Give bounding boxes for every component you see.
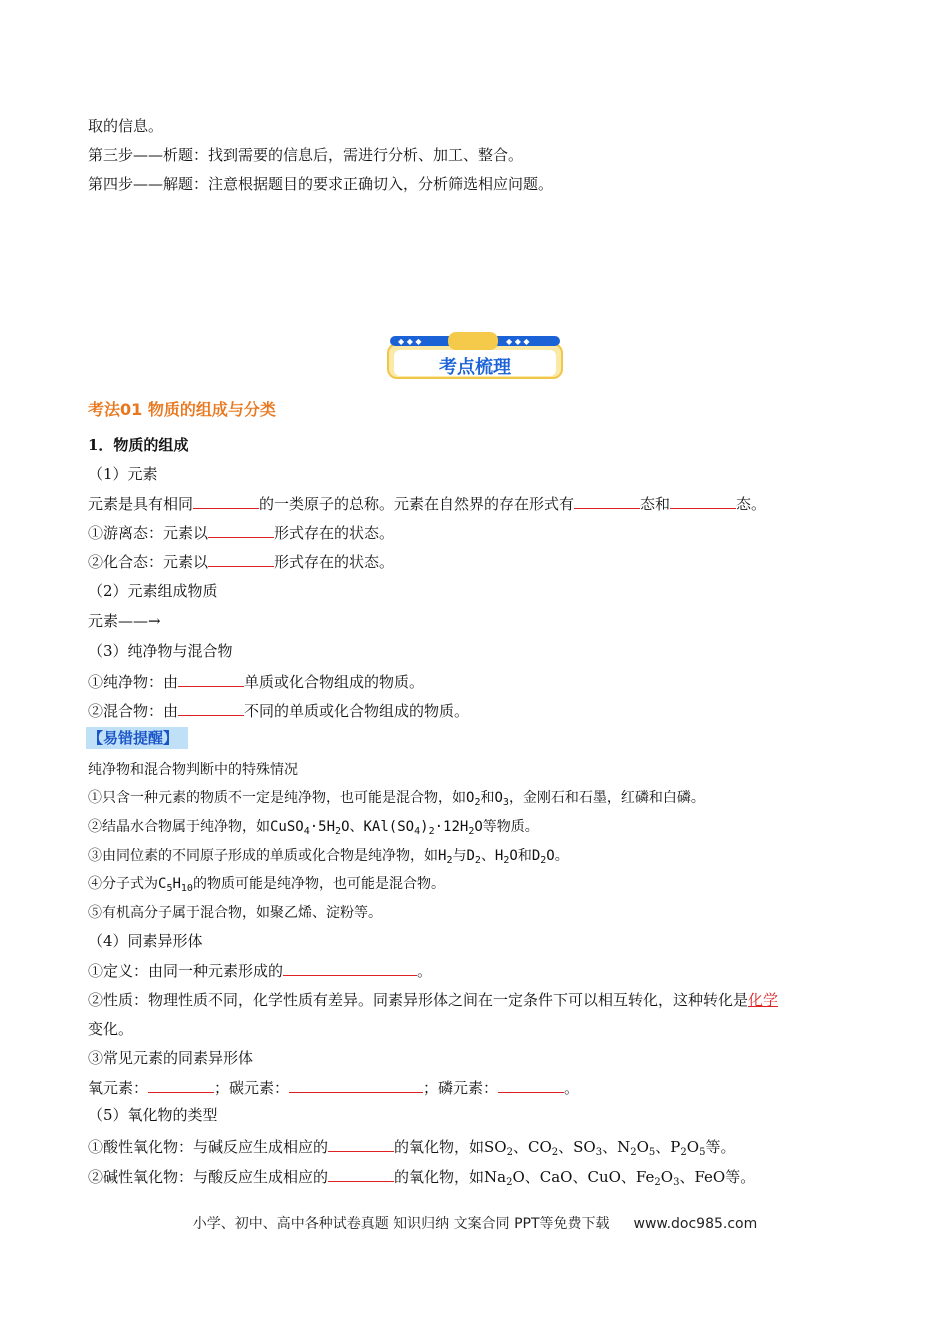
element-definition: 元素是具有相同 的一类原子的总称。元素在自然界的存在形式有 态和 态。 [88, 495, 767, 513]
svg-text:◆ ◆ ◆: ◆ ◆ ◆ [506, 337, 530, 346]
allotrope-property: ②性质：物理性质不同，化学性质有差异。同素异形体之间在一定条件下可以相互转化，这种转化是化学 [88, 991, 779, 1009]
page-footer [0, 1213, 950, 1233]
tip-item-3: ③由同位素的不同原子形成的单质或化合物是纯净物，如$H_2$与$D_2$、$H_2O$和$D_2O$。 [88, 848, 569, 866]
combined-state-line: ②化合态：元素以 形式存在的状态。 [88, 553, 395, 571]
blank[interactable] [328, 1138, 394, 1152]
heading-composition: 1．物质的组成 [88, 436, 189, 454]
free-state-line: ①游离态：元素以 形式存在的状态。 [88, 524, 395, 542]
tip-item-5: ⑤有机高分子属于混合物，如聚乙烯、淀粉等。 [88, 905, 382, 921]
section-title: 考法01 物质的组成与分类 [88, 400, 276, 419]
sub-element: （1）元素 [88, 465, 158, 483]
footer-url[interactable]: www.doc985.com [633, 1216, 758, 1232]
blank[interactable] [178, 673, 244, 687]
intro-line-2: 第三步——析题：找到需要的信息后，需进行分析、加工、整合。 [88, 146, 524, 164]
blank[interactable] [193, 495, 259, 509]
intro-line-1: 取的信息。 [88, 117, 164, 135]
acidic-oxide-line: ①酸性氧化物：与碱反应生成相应的 的氧化物，如$SO_2$、$CO_2$、$SO_3$、$N_2O_5$、$P_2O_5$等。 [88, 1138, 736, 1158]
blank[interactable] [574, 495, 640, 509]
blank[interactable] [328, 1168, 394, 1182]
blank[interactable] [148, 1079, 214, 1093]
allotrope-property-cont: 变化。 [88, 1020, 134, 1038]
intro-line-3: 第四步——解题：注意根据题目的要求正确切入，分析筛选相应问题。 [88, 175, 554, 193]
basic-oxide-line: ②碱性氧化物：与酸反应生成相应的 的氧化物，如$Na_2O$、CaO、CuO、$Fe_2O_3$、FeO等。 [88, 1168, 756, 1188]
allotrope-examples: 氧元素： ；碳元素： ；磷元素： 。 [88, 1079, 580, 1097]
tip-item-2: ②结晶水合物属于纯净物，如$CuSO_4\cdot 5H_2O$、$KAl(SO_4)_2\cdot 12H_2O$等物质。 [88, 819, 539, 837]
sub-allotropes: （4）同素异形体 [88, 932, 203, 950]
blank[interactable] [498, 1079, 564, 1093]
banner-label: 考点梳理 [439, 357, 511, 378]
mixture-line: ②混合物：由 不同的单质或化合物组成的物质。 [88, 702, 470, 720]
blank[interactable] [283, 962, 417, 976]
tip-item-1: ①只含一种元素的物质不一定是纯净物，也可能是混合物，如$O_2$和$O_3$，金刚石和石墨，红磷和白磷。 [88, 790, 705, 808]
blank[interactable] [208, 553, 274, 567]
element-arrow-line: 元素——→ [88, 612, 161, 630]
tip-intro: 纯净物和混合物判断中的特殊情况 [88, 762, 298, 778]
sub-pure-mixture: （3）纯净物与混合物 [88, 642, 233, 660]
footer-text: 小学、初中、高中各种试卷真题 知识归纳 文案合同 PPT等免费下载 [192, 1216, 610, 1232]
blank[interactable] [289, 1079, 423, 1093]
tip-item-4: ④分子式为$C_5H_{10}$的物质可能是纯净物，也可能是混合物。 [88, 876, 445, 894]
banner-graphic [386, 330, 566, 382]
sub-element-forms-matter: （2）元素组成物质 [88, 582, 218, 600]
blank[interactable] [208, 524, 274, 538]
common-allotropes: ③常见元素的同素异形体 [88, 1049, 254, 1067]
blank[interactable] [670, 495, 736, 509]
answer-chemical: 化学 [748, 991, 779, 1009]
section-banner [386, 330, 566, 386]
sub-oxide-types: （5）氧化物的类型 [88, 1106, 218, 1124]
pure-substance-line: ①纯净物：由 单质或化合物组成的物质。 [88, 673, 425, 691]
blank[interactable] [178, 702, 244, 716]
allotrope-definition: ①定义：由同一种元素形成的 。 [88, 962, 433, 980]
svg-text:◆ ◆ ◆: ◆ ◆ ◆ [398, 337, 422, 346]
tip-label: 【易错提醒】 [88, 729, 179, 747]
